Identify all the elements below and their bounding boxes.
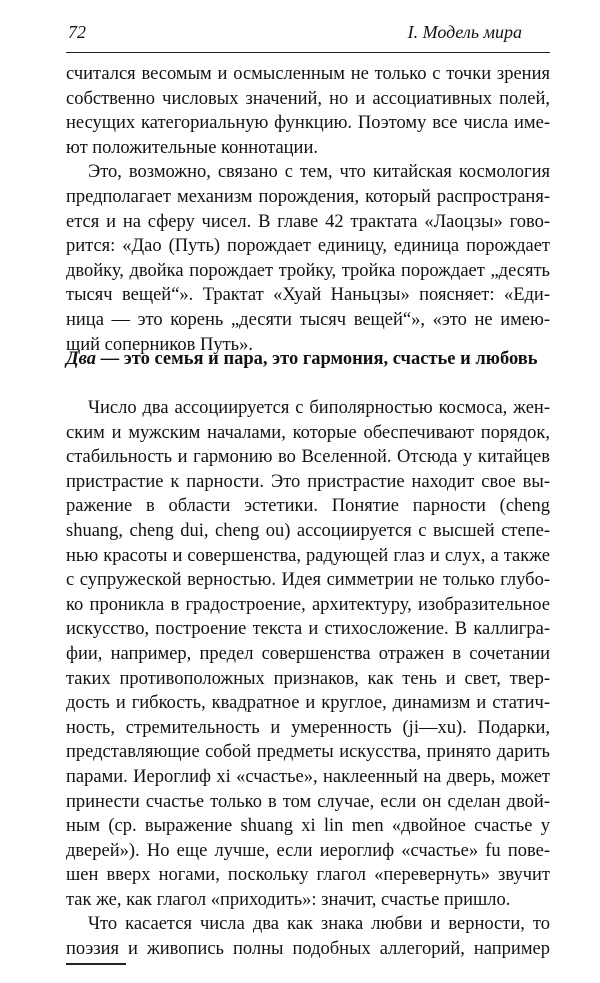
text-line: предполагает механизм порождения, который распространя- <box>66 186 550 207</box>
text-line: ным (ср. выражение shuang xi lin men «двойное счастье у <box>66 816 550 837</box>
text-line: искусство, построение текста и стихосложение. В каллигра- <box>66 619 550 640</box>
text-line: парами. Иероглиф xi «счастье», наклеенный на дверь, может <box>66 766 550 787</box>
text-line: shuang, cheng dui, cheng ou) ассоциируется с высшей степе- <box>66 520 550 541</box>
text-line: ница — это корень „десяти тысяч вещей“», «это не имею- <box>66 309 550 330</box>
text-line: представляющие собой предметы искусства, принято дарить <box>66 742 550 763</box>
text-line: ют положительные коннотации. <box>66 137 318 158</box>
book-page <box>66 0 550 983</box>
text-line: поэзия и живопись полны подобных аллегорий, например <box>66 939 550 960</box>
section-heading <box>66 345 550 373</box>
text-line: ность, стремительность и умеренность (ji—xu). Подарки, <box>66 717 550 738</box>
text-line: ским и мужским началами, которые обеспечивают порядок, <box>66 422 550 443</box>
paragraph-4 <box>66 912 550 961</box>
text-line: считался весомым и осмысленным не только с точки зрения <box>66 64 550 84</box>
text-line: несущих категориальную функцию. Поэтому все числа име- <box>66 113 550 134</box>
running-title: I. Модель мира <box>407 22 522 42</box>
text-line: дость и гибкость, квадратное и круглое, динамизм и статич- <box>66 693 550 714</box>
header-rule <box>66 52 550 53</box>
paragraph-3 <box>66 396 550 912</box>
text-line: ется и на сферу чисел. В главе 42 трактата «Лаоцзы» гово- <box>66 211 550 232</box>
text-line: шен вверх ногами, поскольку глагол «перевернуть» звучит <box>66 865 550 886</box>
text-line: нью красоты и совершенства, радующей глаз и слух, а также <box>66 545 550 566</box>
bottom-margin-mark <box>66 963 126 965</box>
text-line: дверей»). Но еще лучше, если иероглиф «счастье» fu пове- <box>66 840 550 861</box>
text-line: ко проникла в градостроение, архитектуру, изобразительное <box>66 594 550 615</box>
text-line: рится: «Дао (Путь) порождает единицу, единица порождает <box>66 236 550 257</box>
text-line: с супружеской верностью. Идея симметрии не только глубо- <box>66 570 550 591</box>
text-line: таких противоположных признаков, как тень и свет, твер- <box>66 668 550 689</box>
section-heading-rest: — это семья и пара, это гармония, счастье и любовь <box>96 349 538 369</box>
paragraph-1 <box>66 62 550 160</box>
text-line: Число два ассоциируется с биполярностью космоса, жен- <box>88 398 550 418</box>
text-line: Это, возможно, связано с тем, что китайская космология <box>88 162 550 183</box>
text-line: принести счастье только в том случае, если он сделан двой- <box>66 791 550 812</box>
section-heading-lead: Два <box>66 349 97 369</box>
text-line: пристрастие к парности. Это пристрастие находит свое вы- <box>66 471 550 492</box>
text-line: фии, например, предел совершенства отражен в сочетании <box>66 643 550 664</box>
text-line: так же, как глагол «приходить»: значит, счастье пришло. <box>66 889 511 910</box>
text-block-bottom <box>66 396 550 962</box>
text-line: Что касается числа два как знака любви и верности, то <box>88 914 550 935</box>
text-line: собственно числовых значений, но и ассоциативных полей, <box>66 88 550 109</box>
text-block-top <box>66 62 550 357</box>
running-head <box>66 22 550 48</box>
text-line: тысяч вещей“». Трактат «Хуай Наньцзы» поясняет: «Еди- <box>66 285 550 306</box>
text-line: ражение в области эстетики. Понятие парности (cheng <box>66 496 550 517</box>
text-line: двойку, двойка порождает тройку, тройка порождает „десять <box>66 260 550 281</box>
text-line: щий соперников Путь». <box>66 334 253 355</box>
page-number: 72 <box>68 22 86 42</box>
paragraph-2 <box>66 160 550 357</box>
text-line: стабильность и гармонию во Вселенной. Отсюда у китайцев <box>66 447 550 468</box>
